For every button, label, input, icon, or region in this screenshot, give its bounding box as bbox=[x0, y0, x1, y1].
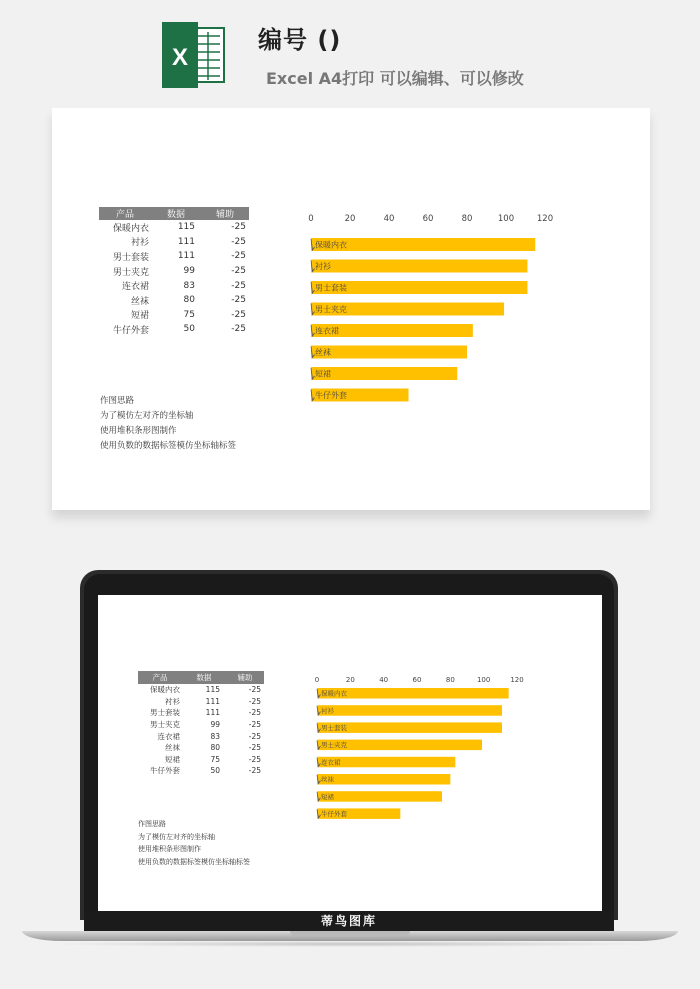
table-cell: -25 bbox=[231, 309, 246, 320]
table-row bbox=[138, 754, 264, 766]
note-line: 使用堆积条形图制作 bbox=[138, 845, 201, 853]
note-line: 作图思路 bbox=[100, 396, 135, 406]
x-tick-label: 0 bbox=[308, 214, 314, 224]
table-cell: 保暖内衣 bbox=[112, 223, 149, 234]
category-label: 男士套装 bbox=[315, 283, 347, 293]
table-body bbox=[99, 220, 249, 337]
table-cell: 短裙 bbox=[130, 311, 149, 322]
table-cell: -25 bbox=[248, 743, 261, 753]
table-cell: -25 bbox=[248, 731, 261, 741]
x-tick-label: 20 bbox=[345, 676, 355, 684]
table-cell: 牛仔外套 bbox=[112, 325, 149, 336]
column-header: 产品 bbox=[138, 671, 182, 684]
note-line: 为了模仿左对齐的坐标轴 bbox=[100, 411, 194, 421]
category-label: 男士夹克 bbox=[315, 304, 347, 314]
note-line: 使用堆积条形图制作 bbox=[100, 426, 177, 436]
table-cell: 75 bbox=[183, 309, 195, 320]
x-tick-label: 20 bbox=[344, 214, 356, 224]
table-cell: 连衣裙 bbox=[157, 731, 180, 741]
category-label: 丝袜 bbox=[315, 347, 331, 357]
table-row bbox=[138, 696, 264, 708]
table-row bbox=[138, 765, 264, 777]
table-row bbox=[99, 264, 249, 279]
table-cell: 丝袜 bbox=[165, 743, 180, 753]
x-tick-label: 40 bbox=[379, 676, 389, 684]
table-body bbox=[138, 684, 264, 777]
table-cell: 男士套装 bbox=[112, 252, 149, 263]
table-cell: 111 bbox=[205, 696, 220, 706]
laptop-shadow bbox=[40, 941, 660, 947]
category-label: 男士套装 bbox=[321, 723, 347, 732]
x-tick-label: 40 bbox=[383, 214, 395, 224]
document-title: 编号 () bbox=[258, 26, 342, 54]
category-label: 短裙 bbox=[315, 369, 331, 379]
category-label: 牛仔外套 bbox=[315, 390, 347, 400]
table-cell: 115 bbox=[205, 685, 220, 695]
table-row bbox=[99, 278, 249, 293]
table-cell: 99 bbox=[183, 266, 195, 277]
table-row bbox=[138, 742, 264, 754]
table-cell: -25 bbox=[248, 708, 261, 718]
table-row bbox=[99, 308, 249, 323]
note-line: 使用负数的数据标签模仿坐标轴标签 bbox=[100, 441, 237, 451]
table-cell: 83 bbox=[183, 280, 195, 291]
category-label: 牛仔外套 bbox=[321, 809, 347, 818]
table-cell: 短裙 bbox=[165, 754, 180, 764]
table-cell: 连衣裙 bbox=[121, 282, 149, 293]
table-cell: 丝袜 bbox=[130, 296, 149, 307]
x-tick-label: 120 bbox=[510, 676, 524, 684]
category-label: 衬衫 bbox=[315, 261, 331, 271]
table-row bbox=[99, 249, 249, 264]
table-cell: 75 bbox=[210, 754, 220, 764]
category-label: 男士夹克 bbox=[321, 741, 347, 750]
category-label: 连衣裙 bbox=[321, 758, 341, 767]
bar bbox=[311, 367, 457, 380]
table-cell: 111 bbox=[177, 251, 195, 262]
table-cell: 衬衫 bbox=[130, 238, 149, 249]
svg-text:X: X bbox=[171, 44, 189, 71]
x-tick-label: 80 bbox=[445, 676, 455, 684]
column-header: 辅助 bbox=[226, 671, 264, 684]
bar bbox=[311, 346, 467, 359]
table-row bbox=[99, 293, 249, 308]
table-cell: -25 bbox=[248, 720, 261, 730]
table-cell: 80 bbox=[183, 295, 195, 306]
laptop-notch bbox=[290, 931, 410, 936]
excel-icon bbox=[162, 22, 228, 88]
column-header: 产品 bbox=[99, 207, 151, 220]
bar bbox=[311, 260, 527, 273]
table-row bbox=[138, 684, 264, 696]
x-tick-label: 100 bbox=[497, 214, 515, 224]
column-header: 数据 bbox=[182, 671, 226, 684]
category-label: 保暖内衣 bbox=[315, 240, 347, 250]
data-table bbox=[99, 207, 249, 337]
table-header-row bbox=[138, 671, 264, 684]
table-cell: 115 bbox=[177, 222, 195, 233]
laptop-brand-label: 蒂鸟图库 bbox=[84, 911, 614, 931]
table-cell: -25 bbox=[231, 222, 246, 233]
table-cell: 111 bbox=[177, 236, 195, 247]
table-header-row bbox=[99, 207, 249, 220]
column-header: 辅助 bbox=[201, 207, 249, 220]
table-row bbox=[138, 730, 264, 742]
table-cell: 80 bbox=[210, 743, 220, 753]
category-label: 丝袜 bbox=[321, 775, 334, 784]
page-header bbox=[0, 0, 700, 100]
table-cell: -25 bbox=[231, 295, 246, 306]
table-cell: 99 bbox=[210, 720, 220, 730]
table-row bbox=[99, 235, 249, 250]
table-cell: -25 bbox=[231, 266, 246, 277]
table-cell: 83 bbox=[210, 731, 220, 741]
table-cell: -25 bbox=[231, 280, 246, 291]
note-line: 使用负数的数据标签模仿坐标轴标签 bbox=[138, 857, 250, 866]
note-line: 作图思路 bbox=[138, 820, 166, 828]
x-tick-label: 80 bbox=[461, 214, 473, 224]
column-header: 数据 bbox=[151, 207, 201, 220]
note-line: 为了模仿左对齐的坐标轴 bbox=[138, 832, 215, 841]
bar-chart bbox=[307, 212, 557, 402]
table-cell: -25 bbox=[248, 696, 261, 706]
data-table bbox=[138, 671, 264, 777]
category-label: 保暖内衣 bbox=[321, 689, 347, 698]
table-cell: -25 bbox=[248, 685, 261, 695]
table-cell: 50 bbox=[210, 766, 220, 776]
category-label: 短裙 bbox=[321, 792, 334, 801]
table-cell: 50 bbox=[183, 324, 195, 335]
x-tick-label: 0 bbox=[314, 676, 320, 684]
category-label: 衬衫 bbox=[321, 706, 334, 715]
bar bbox=[317, 774, 450, 785]
category-label: 连衣裙 bbox=[315, 326, 339, 336]
x-tick-label: 60 bbox=[412, 676, 422, 684]
x-tick-label: 100 bbox=[476, 676, 491, 684]
table-row bbox=[99, 322, 249, 337]
table-cell: -25 bbox=[231, 251, 246, 262]
table-row bbox=[138, 719, 264, 731]
x-tick-label: 120 bbox=[536, 214, 554, 224]
table-cell: -25 bbox=[248, 754, 261, 764]
table-cell: 男士套装 bbox=[150, 708, 180, 718]
bar-chart bbox=[314, 675, 524, 835]
x-tick-label: 60 bbox=[422, 214, 434, 224]
notes-block bbox=[138, 818, 250, 868]
table-row bbox=[99, 220, 249, 235]
table-cell: 男士夹克 bbox=[150, 720, 180, 730]
table-cell: 111 bbox=[205, 708, 220, 718]
bar bbox=[317, 791, 442, 802]
table-cell: 男士夹克 bbox=[112, 267, 149, 278]
table-cell: -25 bbox=[248, 766, 261, 776]
laptop-screen bbox=[98, 595, 602, 911]
table-row bbox=[138, 707, 264, 719]
table-cell: -25 bbox=[231, 324, 246, 335]
table-cell: -25 bbox=[231, 236, 246, 247]
table-cell: 衬衫 bbox=[165, 696, 180, 706]
bar bbox=[317, 705, 502, 716]
document-subtitle: Excel A4打印 可以编辑、可以修改 bbox=[266, 69, 524, 88]
sheet-preview-card bbox=[52, 108, 650, 510]
notes-block bbox=[100, 394, 236, 454]
table-cell: 牛仔外套 bbox=[150, 766, 180, 776]
table-cell: 保暖内衣 bbox=[150, 685, 180, 695]
